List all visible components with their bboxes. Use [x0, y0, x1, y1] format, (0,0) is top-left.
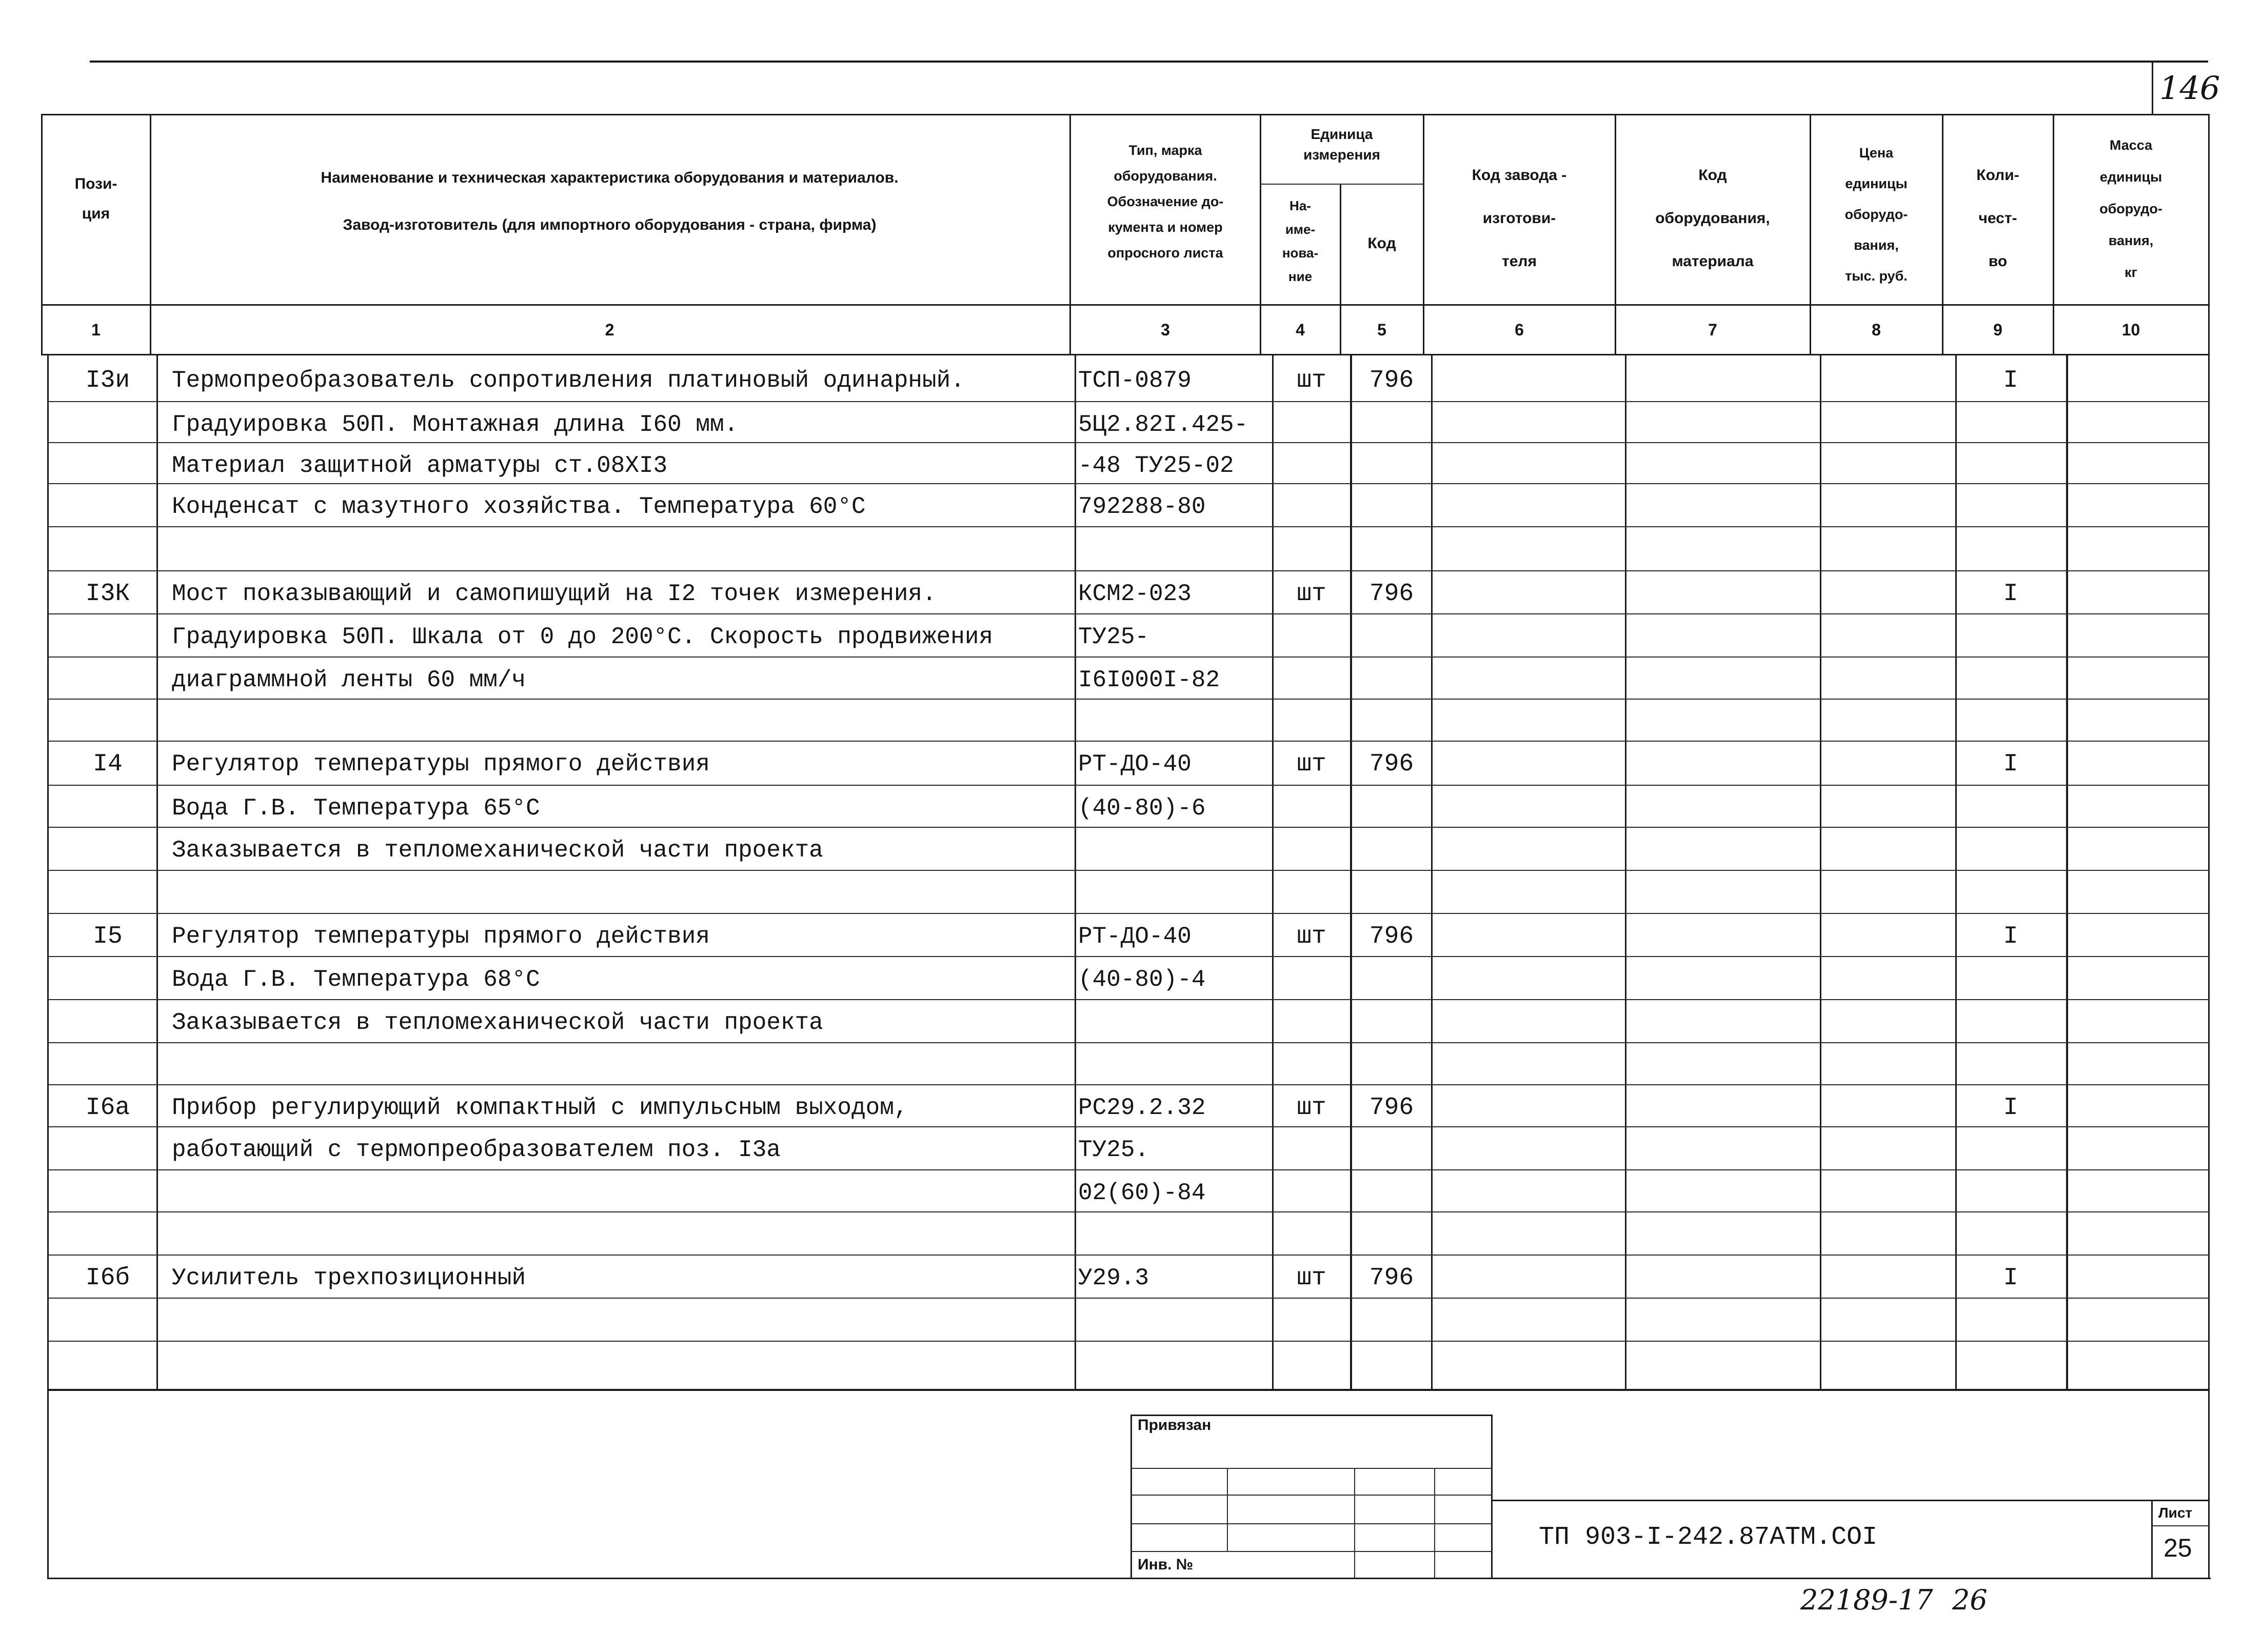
colnum-10: 10 — [2121, 321, 2140, 339]
row-rule — [47, 1042, 2210, 1043]
cell-type: 02(60)-84 — [1078, 1180, 1206, 1206]
header-unit-price: Цена единицы оборудо- вания, тыс. руб. — [1844, 145, 1908, 284]
body-bottom-rule — [47, 1389, 2210, 1391]
cell-position: I6б — [85, 1264, 130, 1292]
header-unit-mass: Масса единицы оборудо- вания, кг — [2099, 137, 2162, 280]
colnum-6: 6 — [1515, 321, 1524, 339]
colnum-3: 3 — [1161, 321, 1170, 339]
row-rule — [47, 741, 2210, 742]
cell-name: Регулятор температуры прямого действия — [172, 751, 710, 778]
header-name-line1: Наименование и техническая характеристика оборудования и материалов. — [321, 169, 899, 186]
footer-sheet-number: 26 — [1952, 1584, 1988, 1616]
row-rule — [47, 1341, 2210, 1342]
header-factory-code: Код завода - изготови- теля — [1472, 167, 1567, 270]
row-rule — [47, 699, 2210, 700]
row-rule — [47, 570, 2210, 571]
row-rule — [47, 1298, 2210, 1299]
header-unit-group: Единица измерения — [1303, 126, 1380, 163]
bsep-6 — [1625, 355, 1626, 1391]
doc-code-top — [1491, 1500, 2209, 1501]
cell-name: Вода Г.В. Температура 65°С — [172, 795, 540, 822]
header-name-line2: Завод-изготовитель (для импортного оборудования - страна, фирма) — [343, 216, 877, 233]
cell-type: РТ-ДО-40 — [1078, 751, 1192, 778]
stamp-rule-4 — [1130, 1551, 1493, 1552]
cell-unit-code: 796 — [1369, 1094, 1414, 1122]
row-rule — [47, 785, 2210, 786]
cell-type: ТУ25- — [1078, 624, 1149, 650]
colnum-8: 8 — [1872, 321, 1881, 339]
colnum-7: 7 — [1708, 321, 1717, 339]
sheet-box-left — [2151, 1500, 2153, 1579]
cell-unit-code: 796 — [1369, 580, 1414, 608]
row-rule — [47, 956, 2210, 957]
sheet-number: 25 — [2163, 1534, 2192, 1562]
stamp-inv: Инв. № — [1138, 1556, 1194, 1573]
frame-bottom — [47, 1578, 2211, 1579]
cell-type: РТ-ДО-40 — [1078, 923, 1192, 950]
cell-type: ТСП-0879 — [1078, 367, 1192, 394]
cell-quantity: I — [2003, 1094, 2018, 1122]
unit-group-rule — [1260, 184, 1423, 185]
cell-unit-code: 796 — [1369, 367, 1414, 394]
cell-unit-code: 796 — [1369, 923, 1414, 950]
frame-top — [41, 114, 2210, 115]
stamp-top — [1130, 1415, 1493, 1416]
bsep-4 — [1350, 355, 1352, 1391]
cell-type: -48 ТУ25-02 — [1078, 452, 1234, 479]
row-rule — [47, 913, 2210, 914]
row-rule — [47, 1211, 2210, 1212]
cell-name: Вода Г.В. Температура 68°С — [172, 966, 540, 993]
row-rule — [47, 401, 2210, 402]
stamp-right — [1491, 1415, 1493, 1579]
cell-position: I5 — [93, 923, 123, 950]
cell-quantity: I — [2003, 923, 2018, 950]
cell-name: работающий с термопреобразователем поз. I3а — [172, 1137, 781, 1163]
row-rule — [47, 1126, 2210, 1127]
cell-type: У29.3 — [1078, 1265, 1149, 1291]
cell-unit: шт — [1297, 923, 1326, 950]
cell-name: Конденсат с мазутного хозяйства. Температура 60°С — [172, 493, 866, 520]
header-position: Пози- ция — [74, 175, 117, 222]
cell-name: Заказывается в тепломеханической части проекта — [172, 1009, 823, 1036]
cell-name: Прибор регулирующий компактный с импульсным выходом, — [172, 1094, 908, 1121]
cell-unit-code: 796 — [1369, 750, 1414, 778]
cell-type: ТУ25. — [1078, 1137, 1149, 1163]
cell-unit-code: 796 — [1369, 1264, 1414, 1292]
row-rule — [47, 442, 2210, 443]
cell-name: Мост показывающий и самопишущий на I2 точек измерения. — [172, 581, 937, 607]
stamp-left — [1130, 1415, 1132, 1579]
header-equipment-code: Код оборудования, материала — [1655, 167, 1770, 270]
stamp-privyazan: Привязан — [1138, 1417, 1212, 1434]
stamp-col-1 — [1227, 1468, 1228, 1551]
cell-name: Градуировка 50П. Монтажная длина I60 мм. — [172, 411, 739, 438]
colnum-5: 5 — [1377, 321, 1386, 339]
colnum-1: 1 — [91, 321, 101, 339]
colnum-bottom-rule — [41, 354, 2210, 355]
colnum-9: 9 — [1993, 321, 2002, 339]
cell-quantity: I — [2003, 580, 2018, 608]
row-rule — [47, 1169, 2210, 1170]
cell-unit: шт — [1297, 580, 1326, 608]
cell-type: КСМ2-023 — [1078, 581, 1192, 607]
cell-position: I6а — [85, 1094, 130, 1122]
colnum-2: 2 — [605, 321, 614, 339]
cell-unit: шт — [1297, 1264, 1326, 1292]
row-rule — [47, 1255, 2210, 1256]
bsep-2 — [1075, 355, 1076, 1391]
cell-unit: шт — [1297, 750, 1326, 778]
footer-archive-number: 22189-17 — [1800, 1584, 1933, 1616]
cell-name: Заказывается в тепломеханической части проекта — [172, 837, 823, 864]
cell-name: Термопреобразователь сопротивления платиновый одинарный. — [172, 367, 965, 394]
cell-type: 792288-80 — [1078, 493, 1206, 520]
row-rule — [47, 656, 2210, 658]
cell-unit: шт — [1297, 367, 1326, 394]
cell-name: Усилитель трехпозиционный — [172, 1265, 526, 1291]
row-rule — [47, 827, 2210, 828]
corner-page-number: 146 — [2159, 69, 2220, 107]
cell-type: (40-80)-4 — [1078, 966, 1206, 993]
header-type: Тип, марка оборудования. Обозначение до- кумента и номер опросного листа — [1107, 143, 1224, 261]
cell-type: I6I000I-82 — [1078, 667, 1220, 693]
cell-quantity: I — [2003, 750, 2018, 778]
cell-position: I3и — [85, 367, 130, 394]
cell-quantity: I — [2003, 367, 2018, 394]
cell-name: Материал защитной арматуры ст.08XI3 — [172, 452, 668, 479]
sheet-label: Лист — [2158, 1505, 2193, 1521]
stamp-rule-2 — [1130, 1495, 1493, 1496]
row-rule — [47, 870, 2210, 871]
doc-code: ТП 903-I-242.87АТМ.СОI — [1539, 1523, 1878, 1552]
cell-name: Регулятор температуры прямого действия — [172, 923, 710, 950]
cell-quantity: I — [2003, 1264, 2018, 1292]
row-rule — [47, 1084, 2210, 1085]
stamp-col-2 — [1354, 1468, 1355, 1579]
bsep-7 — [1820, 355, 1821, 1391]
cell-position: I4 — [93, 750, 123, 778]
row-rule — [47, 526, 2210, 527]
stamp-rule-1 — [1130, 1468, 1493, 1469]
bsep-8 — [1955, 355, 1957, 1391]
row-rule — [47, 483, 2210, 484]
bsep-9 — [2066, 355, 2068, 1391]
cell-type: 5Ц2.82I.425- — [1078, 411, 1248, 438]
header-quantity: Коли- чест- во — [1976, 167, 2019, 270]
frame-right — [2208, 114, 2210, 1579]
cell-name: диаграммной ленты 60 мм/ч — [172, 667, 526, 693]
bsep-5 — [1431, 355, 1433, 1391]
corner-box-left — [2152, 61, 2153, 114]
bsep-1 — [156, 355, 158, 1391]
cell-unit: шт — [1297, 1094, 1326, 1122]
cell-type: (40-80)-6 — [1078, 795, 1206, 822]
bsep-3 — [1272, 355, 1274, 1391]
row-rule — [47, 999, 2210, 1000]
cell-type: РС29.2.32 — [1078, 1094, 1206, 1121]
colnum-4: 4 — [1296, 321, 1305, 339]
top-rule — [90, 61, 2208, 63]
cell-position: I3К — [85, 580, 130, 608]
stamp-rule-3 — [1130, 1523, 1493, 1524]
header-unit-code: Код — [1367, 235, 1396, 252]
frame-left-lower — [47, 355, 49, 1579]
sheet-box-rule — [2151, 1525, 2210, 1526]
cell-name: Градуировка 50П. Шкала от 0 до 200°С. Скорость продвижения — [172, 624, 994, 650]
header-unit-name: На- име- нова- ние — [1282, 198, 1319, 284]
row-rule — [47, 613, 2210, 614]
header-bottom-rule — [41, 304, 2210, 306]
stamp-col-3 — [1434, 1468, 1435, 1579]
